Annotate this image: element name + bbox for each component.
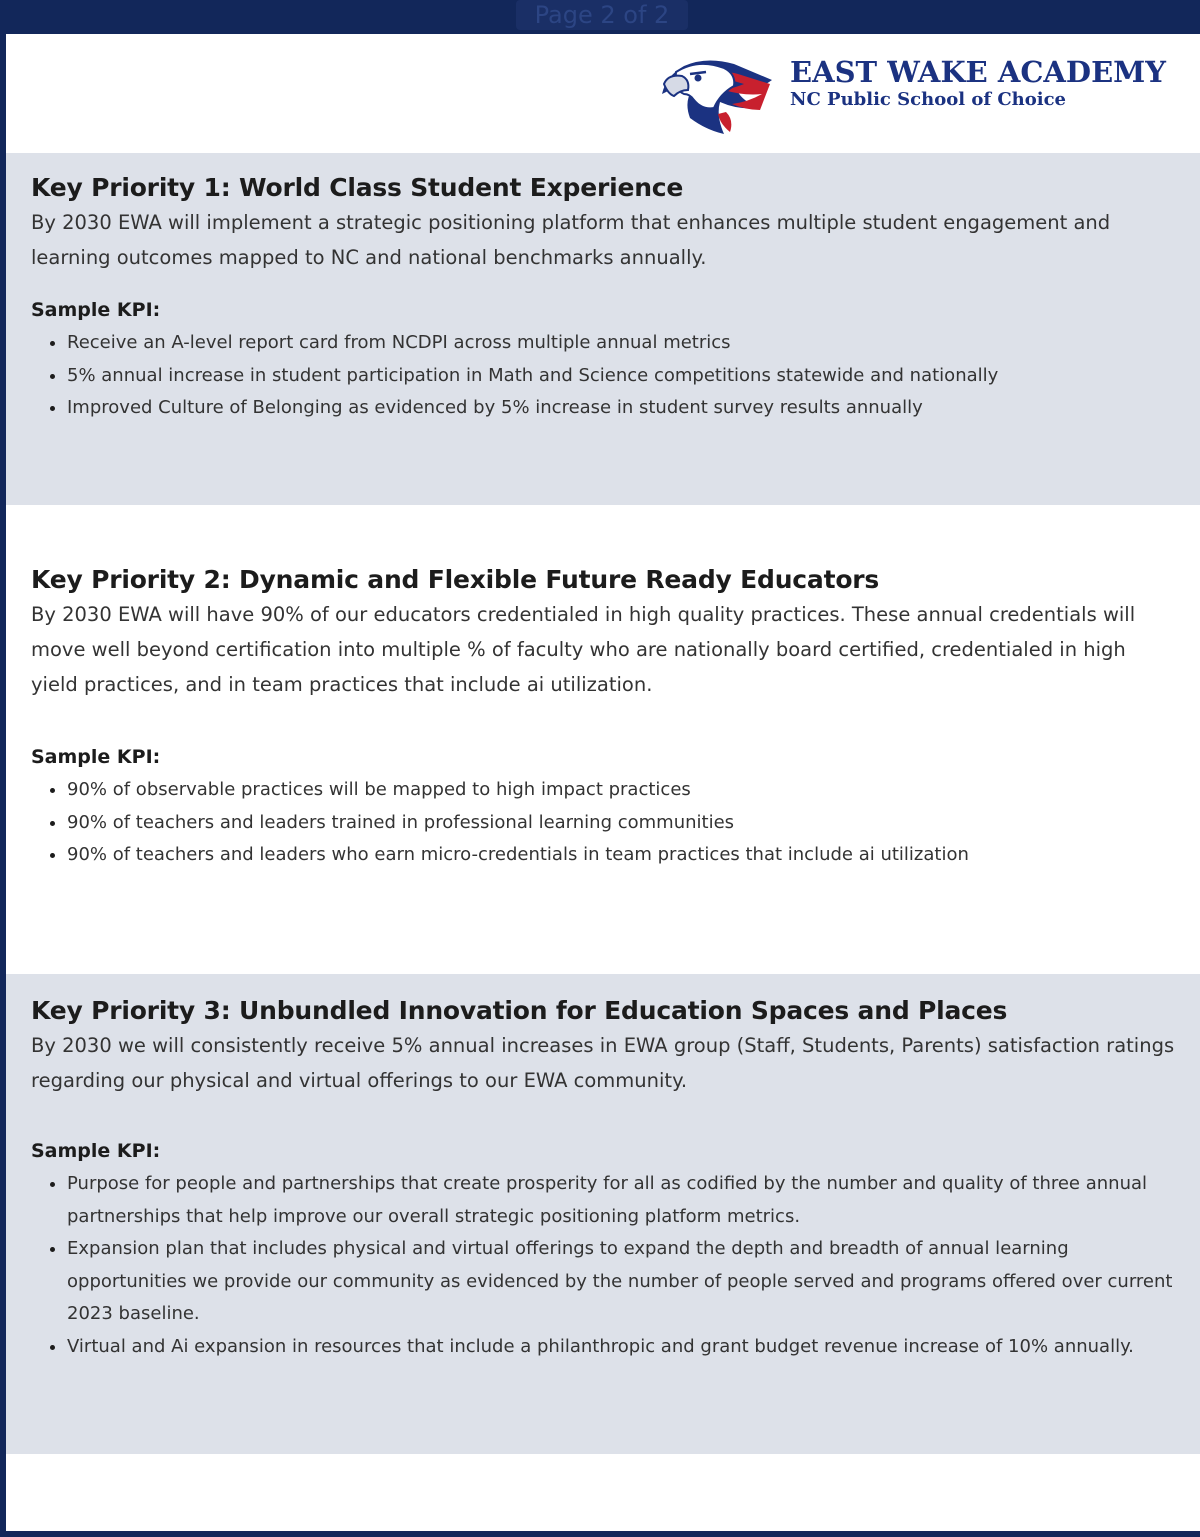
- kpi-item: • Expansion plan that includes physical and virtual offerings to expand the depth and breadth of annual learning opportunities we provide our community as evidenced by the number of people served and programs offered over current 2023 baseline.: [67, 1233, 1175, 1331]
- kpi-label: Sample KPI:: [31, 746, 161, 768]
- priority-description: By 2030 we will consistently receive 5% annual increases in EWA group (Staff, Students, Parents) satisfaction ratings regarding our physical and virtual offerings to our EWA community.: [31, 1034, 1175, 1092]
- eagle-head-icon: [654, 50, 774, 136]
- kpi-list: [31, 774, 1175, 872]
- priority-description: By 2030 EWA will have 90% of our educators credentialed in high quality practices. These annual credentials will move well beyond certification into multiple % of faculty who are nationally board certified, credentialed in high yield practices, and in team practices that include ai utilization.: [31, 603, 1136, 696]
- kpi-list: [31, 327, 1175, 425]
- kpi-item: • 90% of teachers and leaders who earn micro-credentials in team practices that include ai utilization: [67, 839, 1175, 872]
- kpi-item: • Purpose for people and partnerships that create prosperity for all as codified by the number and quality of three annual partnerships that help improve our overall strategic positioning platform metrics.: [67, 1168, 1175, 1233]
- priority-description: By 2030 EWA will implement a strategic positioning platform that enhances multiple student engagement and learning outcomes mapped to NC and national benchmarks annually.: [31, 211, 1111, 269]
- kpi-label: Sample KPI:: [31, 299, 161, 321]
- priority-title: Key Priority 3: Unbundled Innovation for Education Spaces and Places: [31, 996, 1008, 1025]
- kpi-list: [31, 1168, 1175, 1363]
- priority-section-2: [6, 505, 1200, 974]
- priority-section-1: [6, 153, 1200, 505]
- viewer-top-bar: [0, 0, 1200, 34]
- kpi-item: • 90% of teachers and leaders trained in professional learning communities: [67, 807, 1175, 840]
- school-name: EAST WAKE ACADEMY: [790, 55, 1166, 89]
- kpi-item: • Receive an A-level report card from NCDPI across multiple annual metrics: [67, 327, 1175, 360]
- priority-title: Key Priority 1: World Class Student Experience: [31, 173, 684, 202]
- priority-title: Key Priority 2: Dynamic and Flexible Future Ready Educators: [31, 565, 880, 594]
- kpi-item: • Improved Culture of Belonging as evidenced by 5% increase in student survey results annually: [67, 392, 1175, 425]
- school-tagline: NC Public School of Choice: [790, 89, 1067, 110]
- document-header: [6, 34, 1200, 152]
- priority-section-3: [6, 974, 1200, 1454]
- document-page: [6, 34, 1200, 1531]
- kpi-item: • 5% annual increase in student participation in Math and Science competitions statewide and nationally: [67, 360, 1175, 393]
- kpi-label: Sample KPI:: [31, 1140, 161, 1162]
- kpi-item: • 90% of observable practices will be mapped to high impact practices: [67, 774, 1175, 807]
- page-indicator: Page 2 of 2: [516, 0, 688, 30]
- kpi-item: • Virtual and Ai expansion in resources that include a philanthropic and grant budget revenue increase of 10% annually.: [67, 1331, 1175, 1364]
